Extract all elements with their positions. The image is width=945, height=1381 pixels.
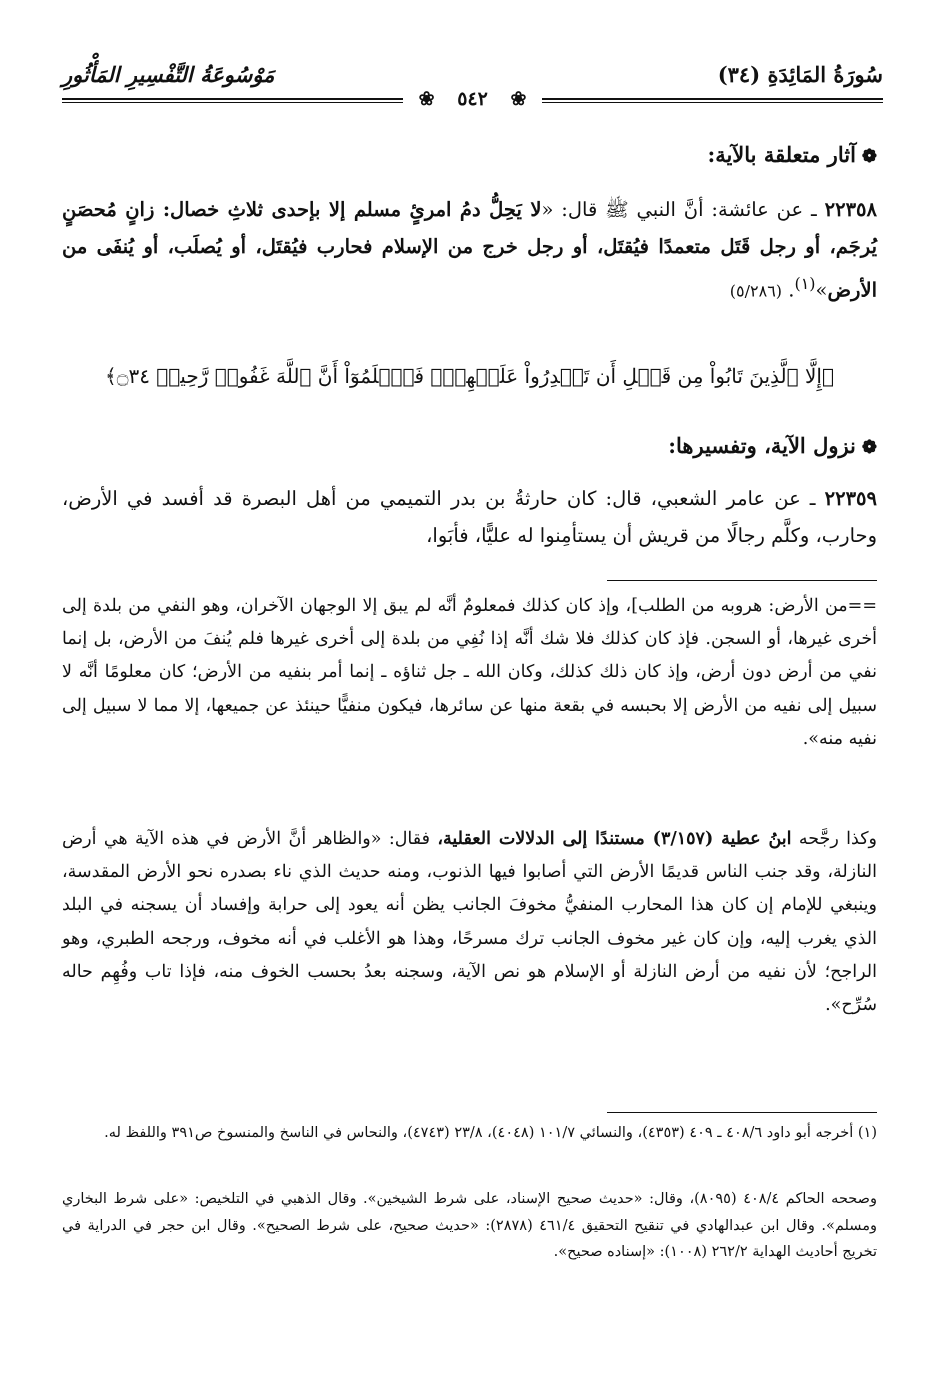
section-heading-nuzul	[62, 433, 877, 458]
hadith-close-quote: »	[815, 278, 828, 302]
commentary-continuation	[62, 590, 877, 756]
flower-icon: ❁	[861, 146, 877, 167]
hadith-number: ٢٢٣٥٨	[824, 198, 877, 221]
volume-reference: (٥/٢٨٦)	[729, 281, 783, 301]
ayah-number-marker: ۝٣٤	[116, 364, 150, 388]
verse-close-bracket: ﴾	[105, 364, 117, 388]
section-heading-text: آثار متعلقة بالآية:	[707, 142, 856, 167]
section-heading-athar	[62, 142, 877, 167]
hadith-number: ٢٢٣٥٩	[824, 487, 878, 510]
hadith-matn: لا يَحِلُّ دمُ امرئٍ مسلم إلا بإحدى ثلاثِ خصال: زانٍ مُحصَنٍ يُرجَم، أو رجل قَتَل متعمدًا فيُقتَل، أو رجل خرج من الإسلام فحارب فيُقتَل، أو يُصلَب، أو يُنفَى من الأرض	[62, 198, 877, 302]
footnote-text: (١) أخرجه أبو داود ٤٠٨/٦ ـ ٤٠٩ (٤٣٥٣)، والنسائي ١٠١/٧ (٤٠٤٨)، ٢٣/٨ (٤٧٤٣)، والنحاس في الناسخ والمنسوخ ص٣٩١ واللفظ له.	[104, 1125, 877, 1141]
footnote-separator-2	[607, 1112, 877, 1113]
commentary-lead: وكذا رجَّحه	[798, 829, 877, 849]
continuation-marker: ==	[847, 596, 877, 616]
book-title: مَوْسُوعَةُ التَّفْسِيرِ المَأْثُورِ	[62, 62, 275, 87]
footnote-text: وصححه الحاكم ٤٠٨/٤ (٨٠٩٥)، وقال: «حديث صحيح الإسناد، على شرط الشيخين». وقال الذهبي في التلخيص: «على شرط البخاري ومسلم». وقال ابن عبدالهادي في تنقيح التحقيق ٤٦١/٤ (٢٨٧٨): «حديث صحيح، على شرط الصحيح». وقال ابن حجر في الدراية في تخريج أحاديث الهداية ٢٦٢/٢ (١٠٠٨): «إسناده صحيح».	[62, 1191, 877, 1260]
commentary-text: فقال: «والظاهر أنَّ الأرض في هذه الآية هي أرض النازلة، وقد جنب الناس قديمًا الأرض التي أصابوا فيها الذنوب، ومنه حديث الذي ناء بصدره نحو الأرض المقدسة، وينبغي للإمام إن كان هذا المحارب المنفيُّ مخوفَ الجانب يظن أنه يعود إلى حرابة وإفساد أن يسجنه في البلد الذي يغرب إليه، وإن كان غير مخوف الجانب ترك مسرحًا، وهذا هو الأغلب في أنه مخوف، ورجحه الطبري، وهو الراجح؛ لأن نفيه من أرض النازلة أو الإسلام هو نص الآية، وسجنه بعدُ بحسب الخوف منه، فإذا تاب وفُهِم حاله سُرِّح».	[62, 829, 877, 1016]
page-number-wrap	[0, 88, 945, 110]
hadith-intro: ـ عن عائشة: أنَّ النبي ﷺ قال: «	[541, 198, 817, 221]
ornament-icon: ❀	[502, 88, 534, 110]
ornament-icon: ❀	[411, 88, 443, 110]
hadith-22359	[62, 480, 877, 554]
hadith-22358: ٢٢٣٥٨ ـ عن عائشة: أنَّ النبي ﷺ قال: «لا يَحِلُّ دمُ امرئٍ مسلم إلا بإحدى ثلاثِ خصال: زانٍ مُحصَنٍ يُرجَم، أو رجل قَتَل متعمدًا فيُقتَل، أو رجل خرج من الإسلام فحارب فيُقتَل، أو يُصلَب، أو يُنفَى من الأرض»$^{(١)}$. (٥/٢٨٦)	[62, 198, 877, 302]
footnote-separator	[607, 580, 877, 581]
quran-verse	[62, 358, 877, 394]
continuation-text: من الأرض: هروبه من الطلب]، وإذ كان كذلك فمعلومٌ أنَّه لم يبق إلا الوجهان الآخران، وهو النفي من بلدة إلى أخرى غيرها، أو السجن. فإذ كان كذلك فلا شك أنَّه إذا نُفِي من بلدة إلى أخرى غيرها فلم يُنفَ من الأرض، بل إنما نفي من أرض دون أرض، وإذ كان ذلك كذلك، وكان الله ـ جل ثناؤه ـ إنما أمر بنفيه من الأرض؛ كان معلومًا أنَّه لا سبيل إلى نفيه من الأرض إلا بحبسه في بقعة منها عن سائرها، فيكون منفيًّا حينئذ عن جميعها، إلا مما لا سبيل إلى نفيه منه».	[62, 596, 877, 749]
verse-text: إِلَّا ٱلَّذِينَ تَابُواْ مِن قَبۡلِ أَن تَقۡدِرُواْ عَلَيۡهِمۡۖ فَٱعۡلَمُوٓاْ أَنَّ ٱللَّهَ غَفُورٞ رَّحِيمٞ	[156, 364, 822, 388]
flower-icon: ❁	[861, 437, 877, 458]
page-number: ٥٤٢	[449, 88, 496, 110]
ayah-number: ٣٤	[128, 364, 150, 388]
footnote-1-continued	[62, 1186, 877, 1266]
commentary-ibn-atiyyah	[62, 823, 877, 1022]
verse-open-bracket: ﴿	[821, 364, 834, 388]
section-heading-text: نزول الآية، وتفسيرها:	[668, 433, 856, 458]
footnote-1	[62, 1120, 877, 1147]
hadith-text: ـ عن عامر الشعبي، قال: كان حارثةُ بن بدر التميمي من أهل البصرة قد أفسد في الأرض، وحارب، وكلَّم رجالًا من قريش أن يستأمِنوا له عليًّا، فأبَوا،	[62, 487, 877, 547]
surah-title: سُورَةُ المَائِدَةِ (٣٤)	[717, 62, 883, 87]
commentary-authority: ابنُ عطية (٣/١٥٧) مستندًا إلى الدلالات العقلية،	[437, 829, 792, 849]
footnote-marker: (١)	[794, 274, 816, 293]
